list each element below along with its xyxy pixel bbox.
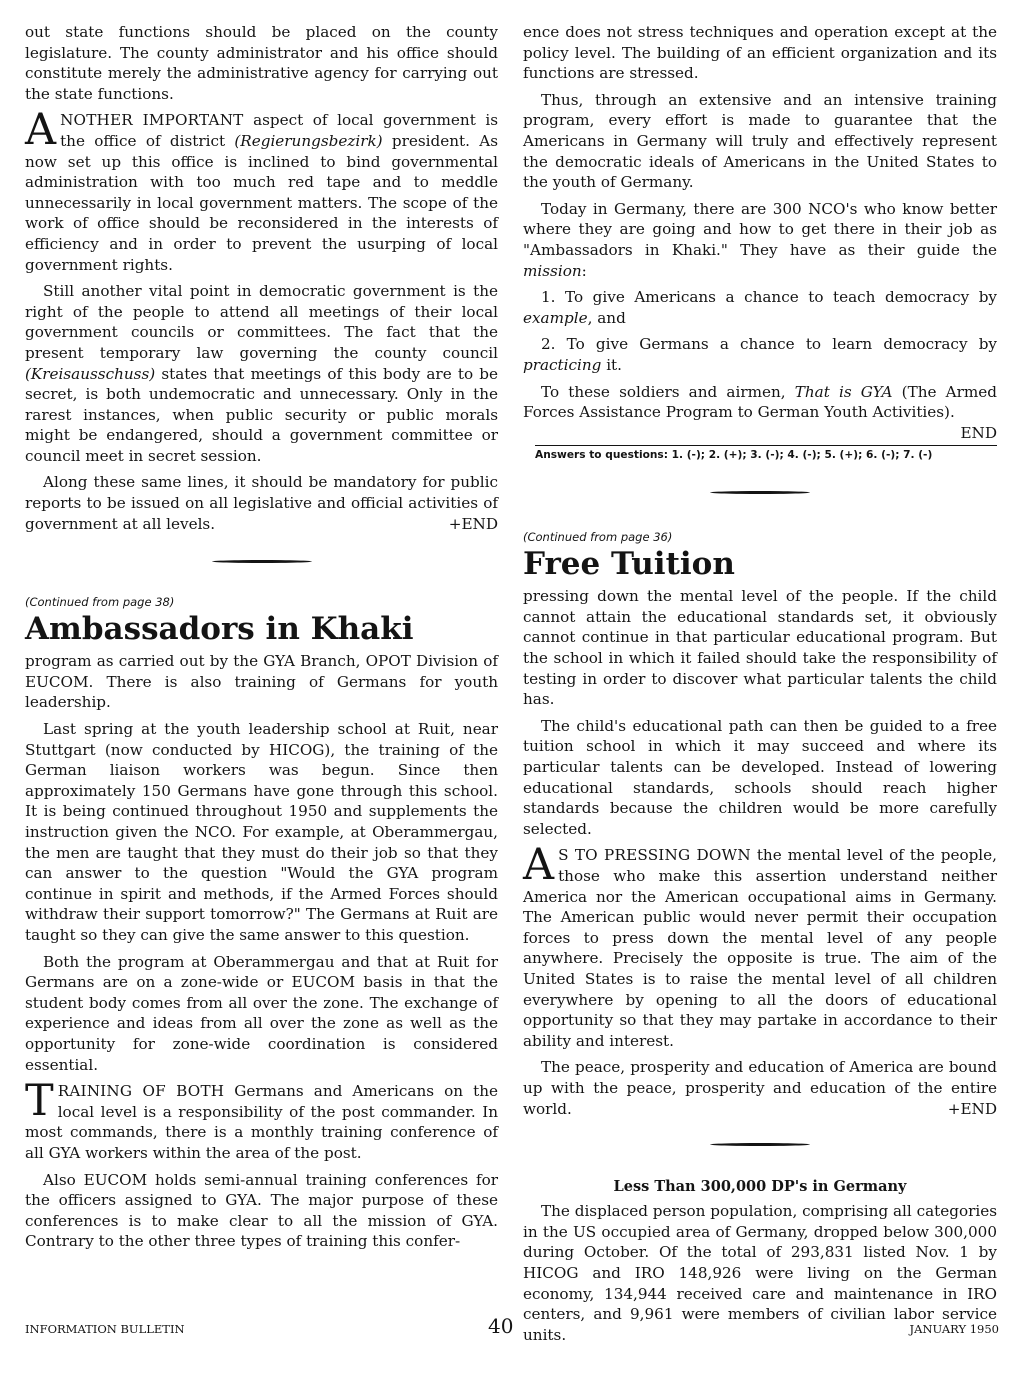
paragraph: ence does not stress techniques and operation except at the policy level. The building of an efficient organization and its functions are stressed. xyxy=(523,23,997,83)
continued-note: (Continued from page 36) xyxy=(523,530,673,545)
drop-cap: A xyxy=(25,105,57,156)
end-mark: +END xyxy=(947,1099,997,1118)
drop-cap: T xyxy=(25,1076,54,1127)
news-headline: Less Than 300,000 DP's in Germany xyxy=(613,1178,907,1196)
paragraph-pressing-down: A S TO PRESSING DOWN the mental level of the people, those who make this assertion understand neither America nor the American occupational aims in Germany. The American public would never permit their occupation forces to press down the mental level of any people anywhere. Precisely the opposite is true. The aim of the United States is to raise the mental level of all children everywhere by opening to all the doors of educational opportunity so that they may partake in accordance to their ability and interest. xyxy=(523,840,997,1050)
paragraph: To these soldiers and airmen, That is GYA (The Armed Forces Assistance Program to German Youth Activities). END xyxy=(523,382,998,442)
quiz-answers: Answers to questions: 1. (-); 2. (+); 3. (-); 4. (-); 5. (+); 6. (-); 7. (-) xyxy=(535,445,997,461)
lead-in-caps: RAINING OF BOTH xyxy=(57,1082,225,1101)
paragraph: Along these same lines, it should be mandatory for public reports to be issued on all legislative and official activities of government at all levels. +END xyxy=(25,473,498,533)
page-number: 40 xyxy=(488,1314,514,1338)
paragraph: The displaced person population, comprising all categories in the US occupied area of Germany, dropped below 300,000 during October. Of the total of 293,831 listed Nov. 1 by HICOG and IRO 148,926 were living on the German economy, 134,944 received care and maintenance in IRO centers, and 9,961 were members of civilian labor service units. xyxy=(523,1202,998,1344)
list-item: 1. To give Americans a chance to teach democracy by example, and xyxy=(523,288,997,327)
end-mark: END xyxy=(960,423,997,442)
paragraph: program as carried out by the GYA Branch, OPOT Division of EUCOM. There is also training of Germans for youth leadership. xyxy=(25,652,498,712)
right-column xyxy=(523,22,997,1351)
section-divider xyxy=(710,1143,810,1146)
paragraph: Today in Germany, there are 300 NCO's who know better where they are going and how to get there in their job as "Ambassadors in Khaki." They have as their guide the mission: xyxy=(523,199,997,280)
paragraph-local-government: ANOTHER IMPORTANT aspect of local government is the office of district (Regierungsbezirk) president. As now set up this office is inclined to bind governmental administration with too much red tape and to meddle unnecessarily in local government matters. The scope of the work of office should be reconsidered in the interests of efficiency and in order to prevent the usurping of local government rights. xyxy=(25,105,499,274)
lead-in-caps: NOTHER IMPORTANT xyxy=(60,111,244,130)
section-divider xyxy=(212,560,312,563)
paragraph: Last spring at the youth leadership school at Ruit, near Stuttgart (now conducted by HICOG), the training of the German liaison workers was begun. Since then approximately 150 Germans have gone through this school. It is being continued throughout 1950 and supplements the instruction given the NCO. For example, at Oberammergau, the men are taught that they must do their job so that they can answer to the question "Would the GYA program continue in spirit and methods, if the Armed Forces should withdraw their support tomorrow?" The Germans at Ruit are taught so they can give the same answer to this question. xyxy=(25,720,498,944)
paragraph: The child's educational path can then be guided to a free tuition school in which it may succeed and where its particular talents can be developed. Instead of lowering educational standards, schools should reach higher standards because the children would be more carefully selected. xyxy=(523,716,997,838)
end-mark: +END xyxy=(448,514,498,533)
left-column xyxy=(25,22,498,1258)
article-title: Free Tuition xyxy=(523,546,735,583)
section-divider xyxy=(710,491,810,494)
article-title: Ambassadors in Khaki xyxy=(25,611,414,648)
paragraph: The peace, prosperity and education of America are bound up with the peace, prosperity and education of the entire world. +END xyxy=(523,1058,997,1118)
paragraph-training: TRAINING OF BOTH Germans and Americans on the local level is a responsibility of the post commander. In most commands, there is a monthly training conference of all GYA workers within the area of the post. xyxy=(25,1076,498,1162)
paragraph: out state functions should be placed on the county legislature. The county administrator and his office should constitute merely the administrative agency for carrying out the state functions. xyxy=(25,23,498,103)
paragraph: Also EUCOM holds semi-annual training conferences for the officers assigned to GYA. The major purpose of these conferences is to make clear to all the mission of GYA. Contrary to the other three types of training this confer- xyxy=(25,1170,498,1251)
list-item: 2. To give Germans a chance to learn democracy by practicing it. xyxy=(523,335,997,374)
issue-date: JANUARY 1950 xyxy=(909,1322,999,1336)
publication-name: INFORMATION BULLETIN xyxy=(25,1322,185,1336)
paragraph: Both the program at Oberammergau and that at Ruit for Germans are on a zone-wide or EUCOM basis in that the student body comes from all over the zone. The exchange of experience and ideas from all over the zone as well as the opportunity for zone-wide coordination is considered essential. xyxy=(25,952,498,1074)
paragraph: Still another vital point in democratic government is the right of the people to attend all meetings of their local government councils or committees. The fact that the present temporary law governing the county council (Kreisausschuss) states that meetings of this body are to be secret, is both undemocratic and unnecessary. Only in the rarest instances, when public security or public morals might be endangered, should a government committee or council meet in secret session. xyxy=(25,282,498,465)
continued-note: (Continued from page 38) xyxy=(25,595,175,610)
drop-cap: A xyxy=(523,840,555,891)
paragraph: pressing down the mental level of the people. If the child cannot attain the educational standards set, it obviously cannot continue in that particular educational program. But the school in which it failed should take the responsibility of testing in order to discover what particular talents the child has. xyxy=(523,587,997,709)
paragraph: Thus, through an extensive and an intensive training program, every effort is made to guarantee that the Americans in Germany will truly and effectively represent the democratic ideals of Americans in the United States to the youth of Germany. xyxy=(523,90,997,192)
lead-in-caps: S TO PRESSING DOWN xyxy=(558,846,751,865)
